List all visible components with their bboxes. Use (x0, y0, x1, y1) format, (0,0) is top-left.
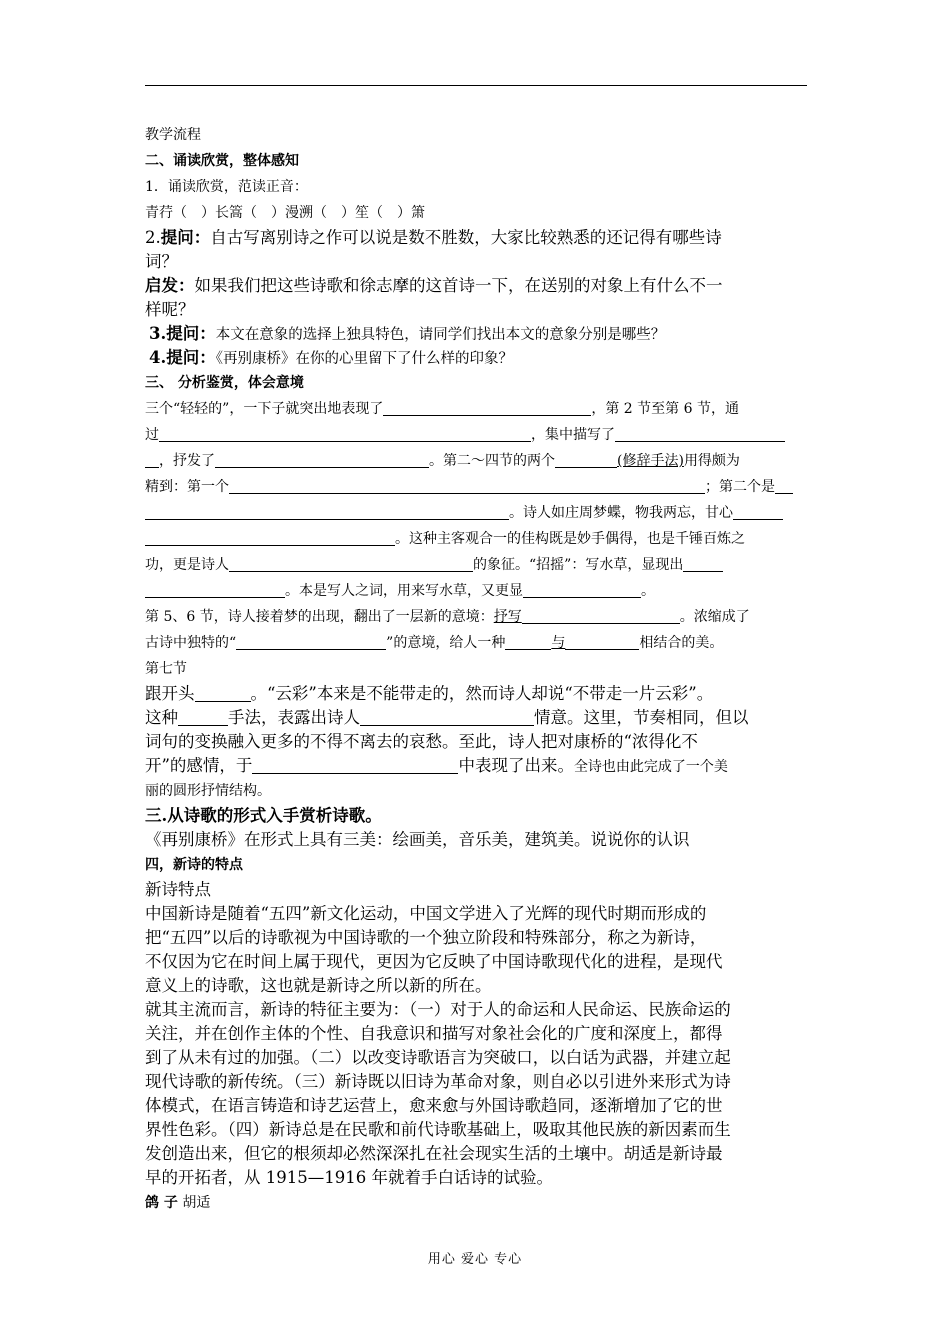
page-footer: 用心 爱心 专心 (427, 1252, 523, 1267)
analysis-line-8: 。本是写人之词，用来写水草，又更显 。 (145, 578, 807, 604)
analysis-line-7: 功，更是诗人 的象征。“招摇”：写水草，显现出 (145, 552, 807, 578)
fill-blank[interactable] (178, 709, 228, 727)
form-section-title: 三.从诗歌的形式入手赏析诗歌。 (145, 806, 382, 825)
section-7-title: 第七节 (145, 661, 187, 677)
poem-title: 鸽 子 (145, 1195, 178, 1211)
fill-blank[interactable] (145, 583, 285, 598)
new-poetry-line: 早的开拓者，从 1915—1916 年就着手白话诗的试验。 (145, 1168, 553, 1187)
analysis-line-5: 。诗人如庄周梦蝶，物我两忘，甘心 (145, 500, 807, 526)
hint-line-2: 样呢？ (145, 300, 195, 319)
new-poetry-line: 发创造出来，但它的根须却必然深深扎在社会现实生活的土壤中。胡适是新诗最 (145, 1144, 723, 1163)
fill-blank[interactable] (159, 427, 531, 442)
stanza-7-line-3: 词句的变换融入更多的不得不离去的哀愁。至此，诗人把对康桥的“浓得化不 (145, 732, 698, 751)
pronunciation-line: 青荇（ ）长篙（ ）漫溯（ ）笙（ ）箫 (145, 205, 425, 221)
question-4: 4.提问：《再别康桥》在你的心里留下了什么样的印象？ (149, 348, 513, 367)
stanza-7-line-5: 丽的圆形抒情结构。 (145, 783, 271, 799)
flow-title: 教学流程 (145, 127, 201, 143)
fill-blank[interactable] (523, 583, 641, 598)
analysis-line-1: 三个“轻轻的”，一下子就突出地表现了 ，第 2 节至第 6 节，通 (145, 401, 739, 417)
fill-blank[interactable] (733, 505, 783, 520)
poem-author: 胡适 (182, 1195, 211, 1211)
fill-blank[interactable] (215, 453, 429, 468)
fill-blank[interactable] (555, 453, 617, 468)
analysis-line-3: ，抒发了 。第二～四节的两个 (修辞手法)用得颇为 (145, 448, 807, 474)
stanza-7-line-4: 开”的感情，于 中表现了出来。全诗也由此完成了一个美 (145, 756, 728, 775)
new-poetry-line: 把“五四”以后的诗歌视为中国诗歌的一个独立阶段和特殊部分，称之为新诗， (145, 928, 707, 947)
header-rule (145, 85, 807, 86)
analysis-line-4: 精到：第一个 ；第二个是 (145, 474, 807, 500)
new-poetry-line: 现代诗歌的新传统。（三）新诗既以旧诗为革命对象，则自必以引进外来形式为诗 (145, 1072, 731, 1091)
section-4-title: 四，新诗的特点 (145, 857, 243, 873)
analysis-line-6: 。这种主客观合一的佳构既是妙手偶得，也是千锤百炼之 (145, 526, 807, 552)
fill-blank[interactable] (683, 557, 723, 572)
new-poetry-line: 就其主流而言，新诗的特征主要为：（一）对于人的命运和人民命运、民族命运的 (145, 1000, 731, 1019)
fill-blank[interactable] (145, 453, 159, 468)
question-2-line-1: 2.提问：自古写离别诗之作可以说是数不胜数，大家比较熟悉的还记得有哪些诗 (145, 228, 722, 247)
form-section-text: 《再别康桥》在形式上具有三美：绘画美，音乐美，建筑美。说说你的认识 (145, 830, 690, 849)
fill-blank[interactable] (383, 401, 591, 416)
new-poetry-line: 意义上的诗歌，这也就是新诗之所以新的所在。 (145, 976, 492, 995)
fill-blank[interactable] (505, 635, 551, 650)
fill-blank[interactable] (565, 635, 639, 650)
stanza-7-line-1: 跟开头 。“云彩”本来是不能带走的，然而诗人却说“不带走一片云彩”。 (145, 684, 714, 703)
document-body (145, 122, 807, 1216)
fill-blank[interactable] (252, 757, 458, 775)
fill-blank[interactable] (775, 479, 793, 494)
new-poetry-line: 界性色彩。（四）新诗总是在民歌和前代诗歌基础上，吸取其他民族的新因素而生 (145, 1120, 731, 1139)
fill-blank[interactable] (195, 685, 251, 703)
fill-blank[interactable] (145, 505, 509, 520)
fill-blank[interactable] (360, 709, 534, 727)
new-poetry-line: 中国新诗是随着“五四”新文化运动，中国文学进入了光辉的现代时期而形成的 (145, 904, 707, 923)
section-2-item-1: 1．诵读欣赏，范读正音： (145, 179, 308, 195)
stanza-7-line-2: 这种 手法，表露出诗人 情意。这里，节奏相同，但以 (145, 708, 749, 727)
question-2-line-2: 词？ (145, 252, 178, 271)
hint-line-1: 启发：如果我们把这些诗歌和徐志摩的这首诗一下，在送别的对象上有什么不一 (145, 276, 723, 295)
new-poetry-line: 到了从未有过的加强。（二）以改变诗歌语言为突破口，以白话为武器，并建立起 (145, 1048, 731, 1067)
analysis-line-9: 第 5、6 节，诗人接着梦的出现，翻出了一层新的意境：抒写 。浓缩成了 (145, 609, 750, 625)
fill-blank[interactable] (229, 557, 473, 572)
section-2-title: 二、诵读欣赏，整体感知 (145, 153, 299, 169)
fill-blank[interactable] (229, 479, 705, 494)
analysis-line-2: 过 ，集中描写了 (145, 422, 807, 448)
section-3-title: 三、 分析鉴赏，体会意境 (145, 375, 304, 391)
poem-heading (145, 1190, 807, 1216)
question-3: 3.提问：本文在意象的选择上独具特色，请同学们找出本文的意象分别是哪些？ (149, 324, 666, 343)
new-poetry-title: 新诗特点 (145, 880, 211, 899)
fill-blank[interactable] (145, 531, 395, 546)
new-poetry-line: 体模式，在语言铸造和诗艺运营上，愈来愈与外国诗歌趋同，逐渐增加了它的世 (145, 1096, 723, 1115)
fill-blank[interactable] (236, 635, 386, 650)
fill-blank[interactable] (522, 609, 680, 624)
fill-blank[interactable] (615, 427, 785, 442)
analysis-line-10: 古诗中独特的“ ”的意境，给人一种 与 相结合的美。 (145, 635, 724, 651)
new-poetry-line: 关注，并在创作主体的个性、自我意识和描写对象社会化的广度和深度上，都得 (145, 1024, 723, 1043)
new-poetry-line: 不仅因为它在时间上属于现代，更因为它反映了中国诗歌现代化的进程，是现代 (145, 952, 723, 971)
